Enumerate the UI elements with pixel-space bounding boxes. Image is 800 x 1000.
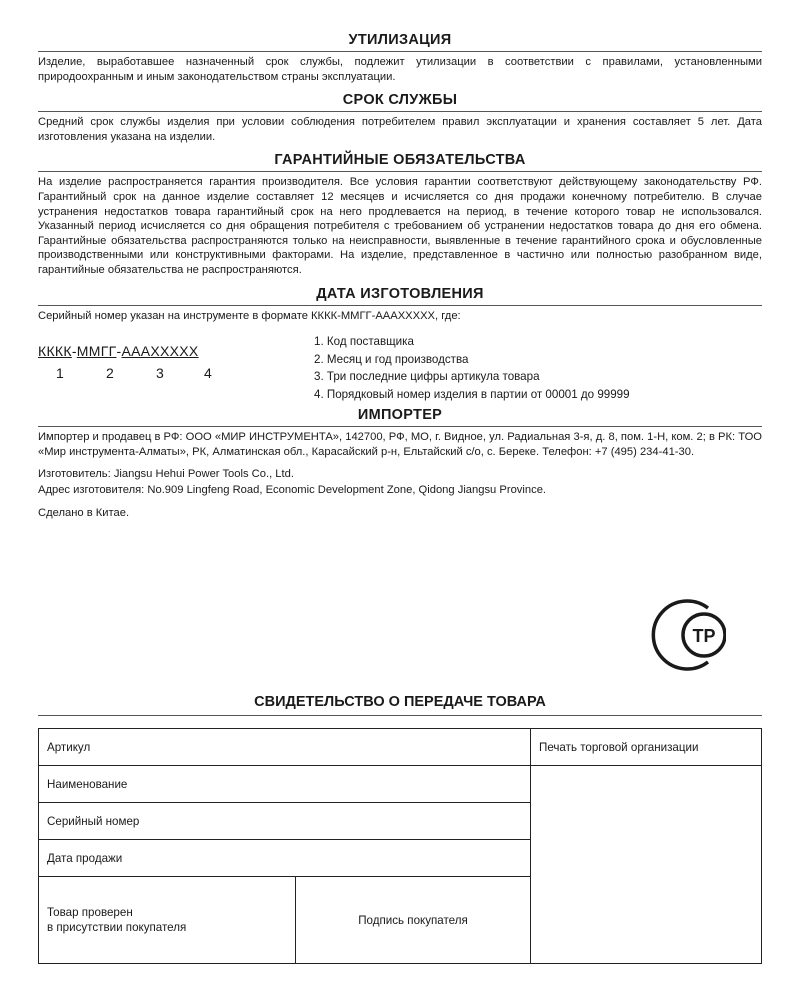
serial-separator: - bbox=[71, 343, 77, 360]
origin-text: Сделано в Китае. bbox=[38, 506, 130, 519]
section-text: Серийный номер указан на инструменте в формате КККК-ММГГ-AAAXXXXX, где: bbox=[38, 309, 461, 322]
legend-item: 4. Порядковый номер изделия в партии от 00001 до 99999 bbox=[314, 387, 630, 401]
stamp-area[interactable] bbox=[531, 766, 762, 964]
serial-number-label: 2 bbox=[106, 365, 114, 382]
manufacturer-text: Изготовитель: Jiangsu Hehui Power Tools Co., Ltd. bbox=[38, 468, 294, 481]
section-text: На изделие распространяется гарантия производителя. Все условия гарантии соответствуют действующему законодательству РФ. Гарантийный срок на данное изделие составляет 12 месяцев и исчисляется со дня продажи конечному потребителю. В случае устранения недостатков товара гарантийный срок на него продлевается на период, в течение которого товар не использовался. Указанный период исчисляется со дня обращения потребителя с требованием об устранении недостатков товара до дня его обмена. Гарантийные обязательства распространяются только на неисправности, выявленные в течение гарантийного срока и обусловленные производственными или конструктивными факторами. На изделие, представленное в частично или полностью разобранном виде, гарантийные обязательства не распространяются. bbox=[38, 176, 762, 276]
manufacturer-address: Адрес изготовителя: No.909 Lingfeng Road, Economic Development Zone, Qidong Jiangsu Province. bbox=[38, 483, 547, 496]
transfer-form bbox=[38, 728, 762, 964]
serial-number-label: 1 bbox=[56, 365, 64, 382]
serial-part-date: ММГГ bbox=[76, 343, 117, 360]
certification-label: ТР bbox=[692, 626, 716, 646]
manual-page bbox=[38, 28, 762, 524]
stamp-header: Печать торговой организации bbox=[531, 729, 762, 766]
serial-legend bbox=[314, 333, 630, 403]
importer-section bbox=[38, 403, 762, 520]
serial-separator: - bbox=[116, 343, 122, 360]
section-text: Средний срок службы изделия при условии соблюдения потребителем правил эксплуатации и хранения составляет 5 лет. Дата изготовления указана на изделии. bbox=[38, 116, 762, 143]
legend-item: 2. Месяц и год производства bbox=[314, 352, 469, 366]
serial-format bbox=[38, 327, 762, 399]
field-article[interactable]: Артикул bbox=[39, 729, 531, 766]
field-serial-number[interactable]: Серийный номер bbox=[39, 803, 531, 840]
manufacture-date-section bbox=[38, 282, 762, 400]
section-title: ДАТА ИЗГОТОВЛЕНИЯ bbox=[38, 282, 762, 306]
section-title: ГАРАНТИЙНЫЕ ОБЯЗАТЕЛЬСТВА bbox=[38, 148, 762, 172]
disposal-section bbox=[38, 28, 762, 84]
serial-part-supplier: КККК bbox=[38, 343, 72, 360]
serial-code-example bbox=[38, 343, 199, 359]
section-text: Изделие, выработавшее назначенный срок службы, подлежит утилизации в соответствии с правилами, установленными природоохранным и иным законодательством страны эксплуатации. bbox=[38, 56, 762, 83]
buyer-signature-field[interactable]: Подпись покупателя bbox=[296, 877, 531, 964]
warranty-section bbox=[38, 148, 762, 277]
legend-item: 1. Код поставщика bbox=[314, 335, 414, 349]
checked-in-presence-label: Товар проверен в присутствии покупателя bbox=[39, 877, 296, 964]
serial-part-article: AAA bbox=[121, 343, 151, 360]
transfer-title: СВИДЕТЕЛЬСТВО О ПЕРЕДАЧЕ ТОВАРА bbox=[38, 694, 762, 716]
section-title: ИМПОРТЕР bbox=[38, 403, 762, 427]
section-title: СРОК СЛУЖБЫ bbox=[38, 88, 762, 112]
eac-tr-certification-icon bbox=[648, 596, 726, 674]
legend-item: 3. Три последние цифры артикула товара bbox=[314, 370, 540, 384]
serial-number-label: 4 bbox=[204, 365, 212, 382]
service-life-section bbox=[38, 88, 762, 144]
serial-number-label: 3 bbox=[156, 365, 164, 382]
field-name[interactable]: Наименование bbox=[39, 766, 531, 803]
section-title: УТИЛИЗАЦИЯ bbox=[38, 28, 762, 52]
importer-text: Импортер и продавец в РФ: ООО «МИР ИНСТРУМЕНТА», 142700, РФ, МО, г. Видное, ул. Радиальная 3-я, д. 8, пом. 1-Н, ком. 2; в РК: ТОО «Мир инструмента-Алматы», РК, Алматинская обл., Карасайский р-н, Ельтайский с/о, с. Береке. Телефон: +7 (495) 234-41-30. bbox=[38, 431, 762, 458]
serial-part-sequence: XXXXX bbox=[150, 343, 199, 360]
field-sale-date[interactable]: Дата продажи bbox=[39, 840, 531, 877]
